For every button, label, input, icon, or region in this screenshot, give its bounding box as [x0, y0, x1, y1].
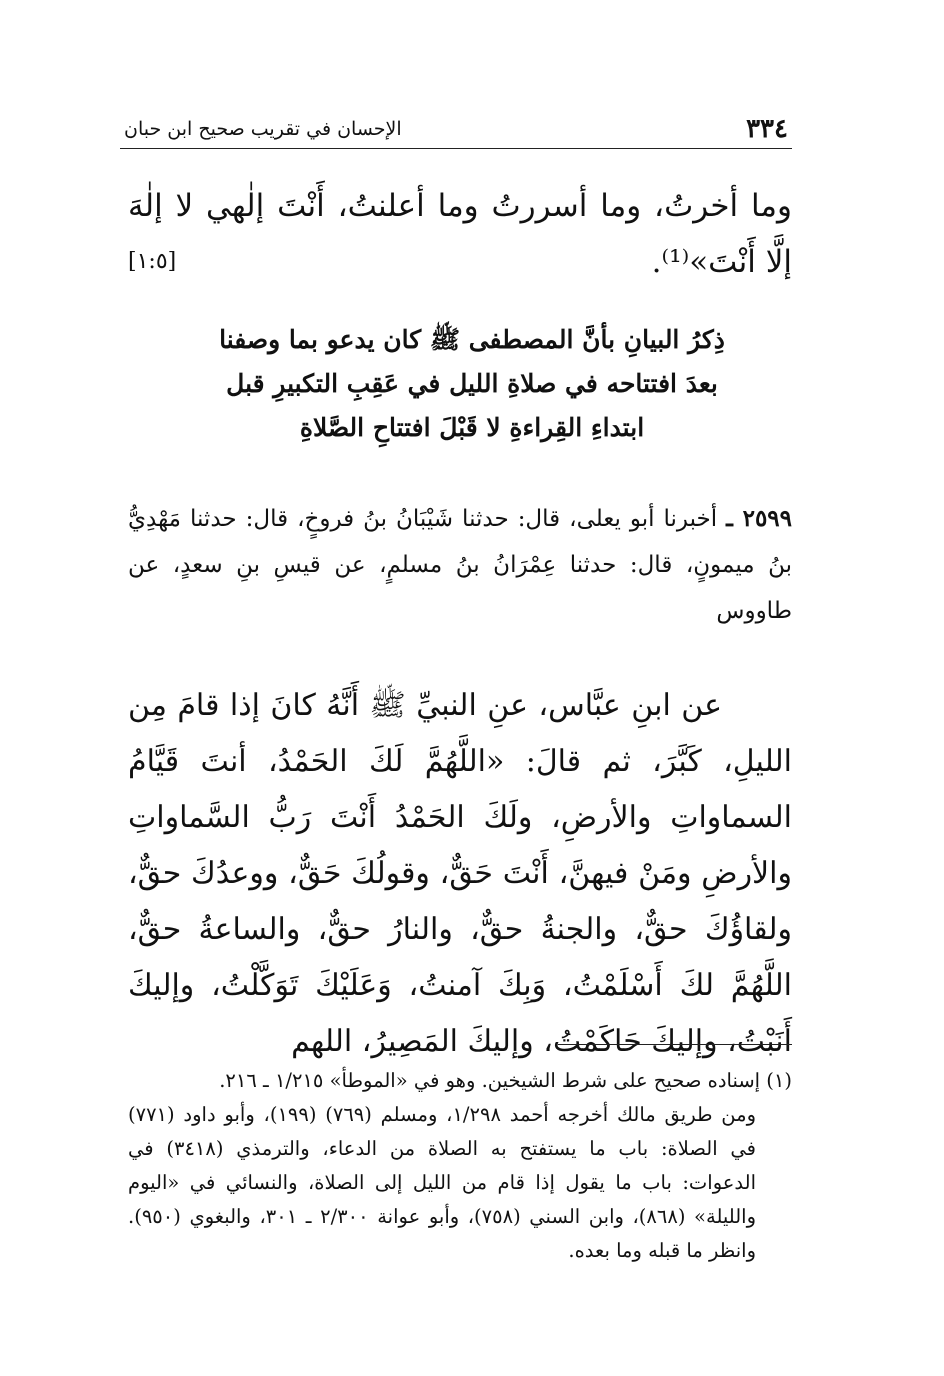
hadith-matn: عن ابنِ عبَّاس، عنِ النبيِّ ﷺ أَنَّهُ كانَ إذا قامَ مِن الليلِ، كَبَّرَ، ثم قالَ: «اللَّهُمَّ لَكَ الحَمْدُ، أنتَ قَيَّامُ السماواتِ والأرضِ، ولَكَ الحَمْدُ أَنْتَ رَبُّ السَّماواتِ والأرضِ ومَنْ فيهنَّ، أَنْتَ حَقٌّ، وقولُكَ حَقٌّ، ووعدُكَ حقٌّ، ولقاؤُكَ حقٌّ، والجنةُ حقٌّ، والنارُ حقٌّ، والساعةُ حقٌّ، اللَّهُمَّ لكَ أَسْلَمْتُ، وَبِكَ آمنتُ، وَعَلَيْكَ تَوَكَّلْتُ، وإليكَ أَنَبْتُ، وإليكَ حَاكَمْتُ، وإليكَ المَصِيرُ، اللهم	[128, 688, 792, 1059]
chapter-heading	[200, 318, 744, 450]
footnote-text: ومن طريق مالك أخرجه أحمد ١/٢٩٨، ومسلم (٧٦٩) (١٩٩)، وأبو داود (٧٧١) في الصلاة: باب ما يستفتح به الصلاة من الدعاء، والترمذي (٣٤١٨) في الدعوات: باب ما يقول إذا قام من الليل إلى الصلاة، والنسائي في «اليوم والليلة» (٨٦٨)، وابن السني (٧٥٨)، وأبو عوانة ٢/٣٠٠ ـ ٣٠١، والبغوي (٩٥٠). وانظر ما قبله وما بعده.	[128, 1103, 757, 1262]
hadith-reference: [١:٥]	[128, 249, 177, 274]
isnad-text: أخبرنا أبو يعلى، قال: حدثنا شَيْبَانُ بنُ فروخٍ، قال: حدثنا مَهْدِيُّ بنُ ميمونٍ، قال: حدثنا عِمْرَانُ بنُ مسلمٍ، عن قيسِ بنِ سعدٍ، عن طاووس	[128, 506, 792, 624]
running-header	[120, 112, 792, 149]
hadith-number: ٢٥٩٩ ـ	[726, 505, 793, 532]
chapter-heading-line: ذِكرُ البيانِ بأنَّ المصطفى ﷺ كان يدعو بما وصفنا	[219, 325, 725, 354]
footnote-line: (١) إسناده صحيح على شرط الشيخين. وهو في «الموطأ» ١/٢١٥ ـ ٢١٦.	[219, 1069, 792, 1092]
continuation-text: وما أخرتُ، وما أسررتُ وما أعلنتُ، أَنْتَ إلٰهي لا إلٰهَ إلَّا أَنْتَ»⁽¹⁾.	[128, 188, 792, 280]
hadith-isnad	[128, 496, 792, 634]
chapter-heading-line: ابتداءِ القِراءةِ لا قَبْلَ افتتاحِ الصَّلاةِ	[299, 413, 645, 442]
supplication-continuation	[128, 178, 792, 290]
footnote-divider	[558, 1044, 792, 1045]
chapter-heading-line: بعدَ افتتاحه في صلاةِ الليل في عَقِبِ التكبيرِ قبل	[226, 369, 718, 398]
footnotes	[128, 1064, 792, 1268]
page-number: ٣٣٤	[746, 114, 788, 144]
book-title: الإحسان في تقريب صحيح ابن حبان	[124, 118, 402, 140]
